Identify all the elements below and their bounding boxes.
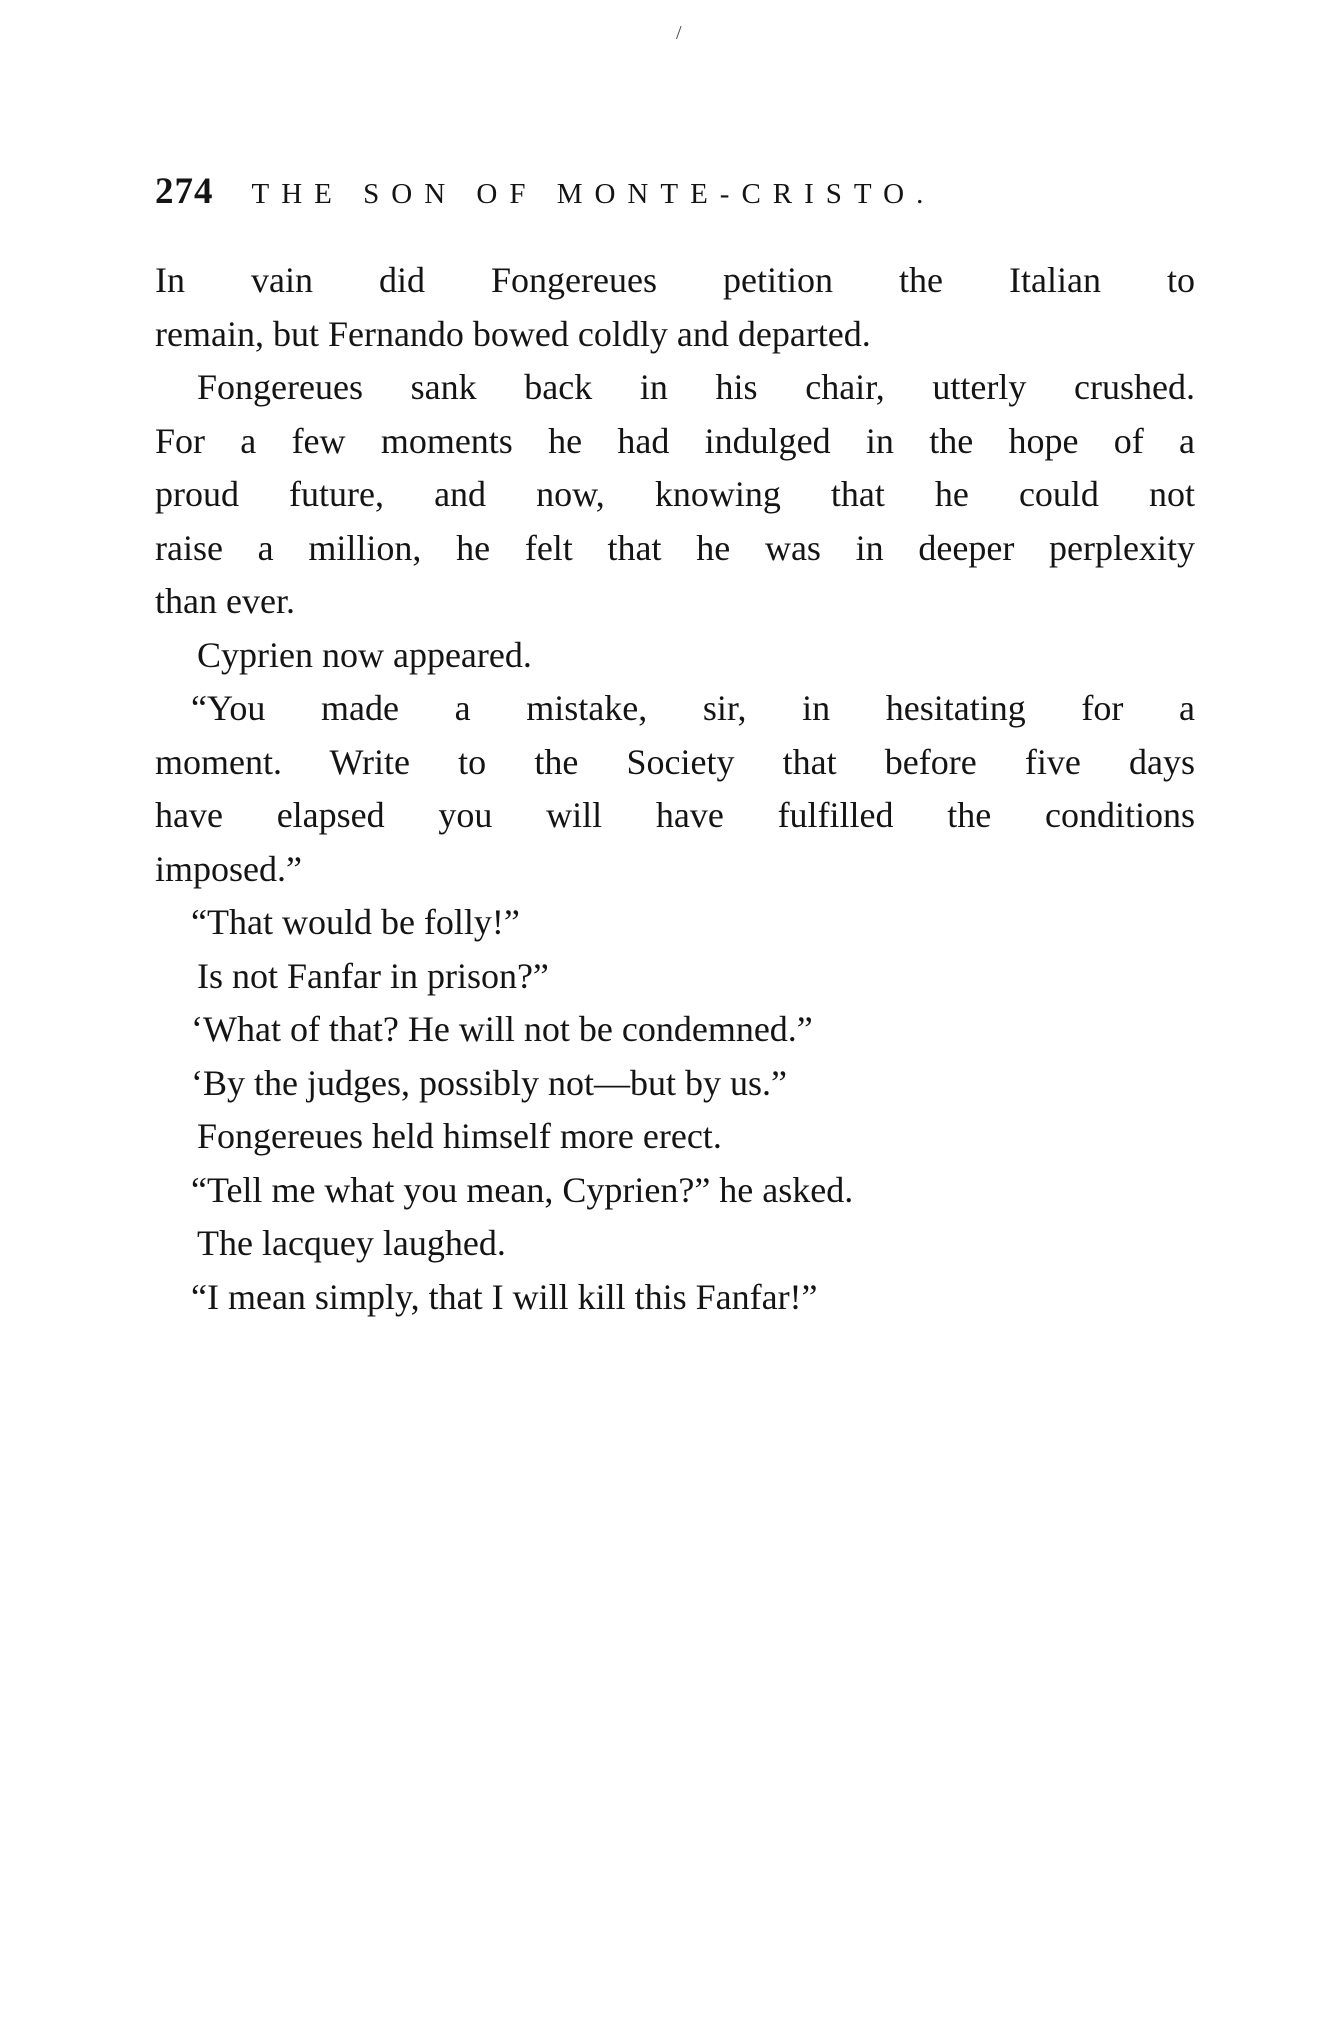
text-line: Fongereues held himself more erect. <box>197 1116 722 1156</box>
text-line: The lacquey laughed. <box>197 1223 506 1263</box>
text-line: Fongereues sank back in his chair, utterly crushed. <box>197 367 1195 407</box>
text-line: imposed.” <box>155 848 302 889</box>
text-line: have elapsed you will have fulfilled the conditions <box>155 795 1195 835</box>
text-line: ‘By the judges, possibly not—but by us.” <box>191 1062 787 1103</box>
text-line: Is not Fanfar in prison?” <box>197 955 549 996</box>
text-line: “That would be folly!” <box>191 902 520 942</box>
text-line: Cyprien now appeared. <box>197 634 532 675</box>
page-header <box>155 170 1205 230</box>
text-line: ‘What of that? He will not be condemned.” <box>191 1009 813 1049</box>
text-line: proud future, and now, knowing that he could not <box>155 474 1195 514</box>
running-title: THE SON OF MONTE-CRISTO. <box>251 178 936 210</box>
text-line: In vain did Fongereues petition the Italian to <box>155 260 1195 300</box>
text-line: remain, but Fernando bowed coldly and departed. <box>155 313 871 354</box>
text-line: “You made a mistake, sir, in hesitating for a <box>191 688 1195 728</box>
text-line: “Tell me what you mean, Cyprien?” he asked. <box>191 1169 854 1210</box>
page-number: 274 <box>155 171 214 212</box>
text-line: raise a million, he felt that he was in deeper perplexity <box>155 527 1195 568</box>
body-text <box>155 254 1195 1324</box>
text-line: than ever. <box>155 581 295 621</box>
stray-mark: / <box>676 22 682 44</box>
text-line: “I mean simply, that I will kill this Fanfar!” <box>191 1276 818 1317</box>
text-line: moment. Write to the Society that before five days <box>155 741 1195 782</box>
text-line: For a few moments he had indulged in the hope of a <box>155 420 1195 461</box>
